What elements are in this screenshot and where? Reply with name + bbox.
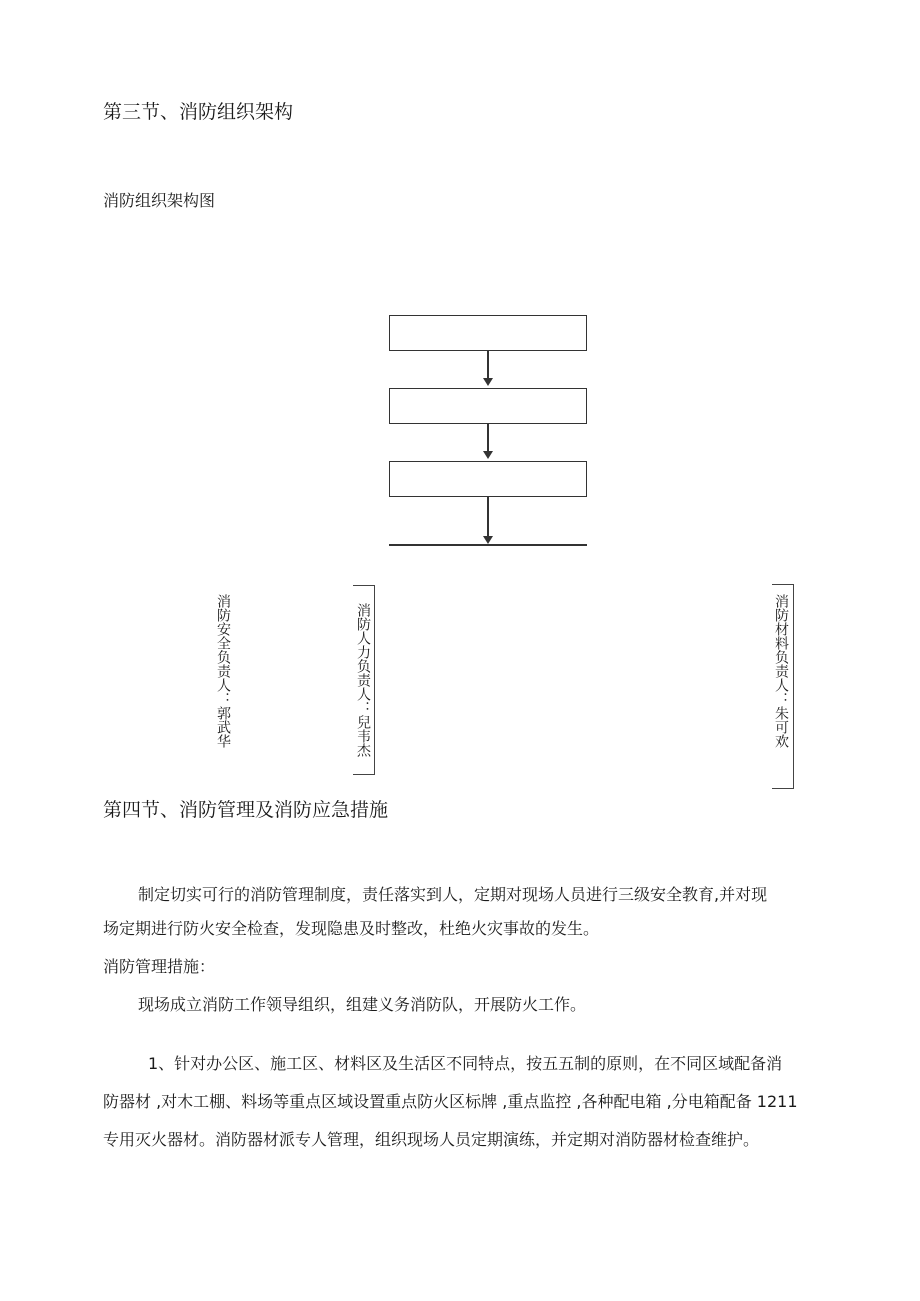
flow-connector-1 xyxy=(487,351,489,379)
role-materials-manager: 消防材料负责人：朱可欢 xyxy=(773,594,789,748)
para1-line2: 场定期进行防火安全检查，发现隐患及时整改，杜绝火灾事故的发生。 xyxy=(103,919,600,938)
section4-heading: 第四节、消防管理及消防应急措施 xyxy=(103,799,389,821)
flow-connector-3 xyxy=(487,497,489,537)
arrow-down-icon xyxy=(483,378,493,386)
role-manpower-manager: 消防人力负责人：兒韦杰 xyxy=(355,603,371,757)
section3-heading: 第三节、消防组织架构 xyxy=(103,101,294,123)
flow-box-2 xyxy=(389,388,587,424)
arrow-down-icon xyxy=(483,536,493,544)
flow-box-1 xyxy=(389,315,587,351)
item1-line2: 防器材 ,对木工棚、料场等重点区域设置重点防火区标牌 ,重点监控 ,各种配电箱 ,分电箱配备 1211 xyxy=(103,1092,798,1111)
arrow-down-icon xyxy=(483,451,493,459)
measures-label: 消防管理措施： xyxy=(103,957,216,976)
org-chart-caption: 消防组织架构图 xyxy=(103,191,216,210)
role-safety-manager: 消防安全负责人：郭武华 xyxy=(215,594,231,748)
flow-box-3 xyxy=(389,461,587,497)
item1-line1: 1、针对办公区、施工区、材料区及生活区不同特点，按五五制的原则，在不同区域配备消 xyxy=(148,1054,783,1073)
para2: 现场成立消防工作领导组织，组建义务消防队，开展防火工作。 xyxy=(138,995,587,1014)
flow-connector-2 xyxy=(487,424,489,452)
item1-line3: 专用灭火器材。消防器材派专人管理，组织现场人员定期演练，并定期对消防器材检查维护。 xyxy=(103,1130,760,1149)
para1-line1: 制定切实可行的消防管理制度，责任落实到人，定期对现场人员进行三级安全教育,并对现 xyxy=(138,885,768,904)
flow-branch-line xyxy=(389,544,587,546)
